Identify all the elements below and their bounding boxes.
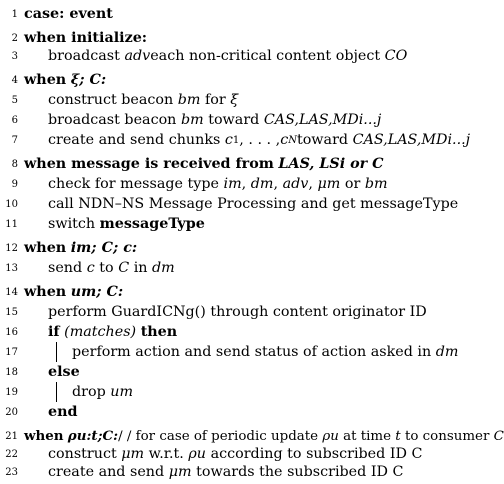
line-text: drop um	[72, 384, 134, 400]
algorithm-line	[0, 238, 490, 258]
algorithm-line	[0, 282, 490, 302]
algorithm-line	[0, 322, 490, 342]
line-number: 16	[5, 326, 18, 338]
algorithm-line	[0, 362, 490, 382]
line-text: perform GuardICNg() through content originator ID	[48, 304, 427, 320]
line-text: when message is received from LAS, LSi or C	[24, 156, 384, 172]
line-text: construct μm w.r.t. ρu according to subscribed ID C	[48, 446, 423, 462]
line-text: broadcast beacon bm toward CAS,LAS,MDi...j	[48, 112, 382, 128]
line-text: case: event	[24, 6, 113, 22]
line-number: 15	[5, 306, 18, 318]
line-text: when ρu:t;C: / / for case of periodic update ρu at time t to consumer C	[24, 428, 504, 444]
line-text: when ξ; C:	[24, 72, 107, 88]
line-text: end	[48, 404, 78, 420]
algorithm-line	[0, 46, 490, 66]
line-text: broadcast adv each non-critical content object CO	[48, 48, 408, 64]
line-text: perform action and send status of action asked in dm	[72, 344, 459, 360]
line-text: send c to C in dm	[48, 260, 175, 276]
line-number: 5	[11, 94, 18, 106]
line-text: when initialize:	[24, 30, 148, 46]
line-number: 7	[11, 134, 18, 146]
algorithm-line	[0, 402, 490, 422]
algorithm-line	[0, 342, 490, 362]
line-text: check for message type im , dm , adv , μm or bm	[48, 176, 388, 192]
algorithm-line	[0, 90, 490, 110]
line-number: 12	[5, 242, 18, 254]
line-number: 4	[11, 74, 18, 86]
line-text: else	[48, 364, 80, 380]
algorithm-line	[0, 130, 490, 150]
line-number: 8	[11, 158, 18, 170]
line-number: 10	[5, 198, 18, 210]
algorithm-line	[0, 462, 490, 482]
line-number: 18	[5, 366, 18, 378]
algorithm-line	[0, 426, 504, 446]
line-number: 3	[11, 50, 18, 62]
algorithm-line	[0, 28, 490, 48]
algorithm-line	[0, 214, 490, 234]
algorithm-line	[0, 110, 490, 130]
line-text: call NDN–NS Message Processing and get messageType	[48, 196, 459, 212]
line-number: 23	[5, 466, 18, 478]
line-number: 20	[5, 406, 18, 418]
algorithm-line	[0, 444, 490, 464]
line-text: construct beacon bm for ξ	[48, 92, 239, 108]
line-text: switch messageType	[48, 216, 205, 232]
line-number: 9	[11, 178, 18, 190]
algorithm-line	[0, 194, 490, 214]
block-bar	[48, 382, 72, 402]
line-number: 21	[5, 430, 18, 442]
line-number: 1	[11, 8, 18, 20]
algorithm-line	[0, 4, 490, 24]
line-number: 11	[5, 218, 18, 230]
block-bar	[48, 342, 72, 362]
line-text: create and send μm towards the subscribed ID C	[48, 464, 404, 480]
algorithm-line	[0, 258, 490, 278]
algorithm-line	[0, 382, 490, 402]
line-number: 6	[11, 114, 18, 126]
line-text: when um; C:	[24, 284, 124, 300]
line-number: 13	[5, 262, 18, 274]
line-number: 22	[5, 448, 18, 460]
line-number: 17	[5, 346, 18, 358]
line-number: 2	[11, 32, 18, 44]
line-text: if (matches) then	[48, 324, 178, 340]
line-number: 19	[5, 386, 18, 398]
algorithm-line	[0, 174, 490, 194]
line-number: 14	[5, 286, 18, 298]
line-text: when im; C; c:	[24, 240, 138, 256]
algorithm-line	[0, 302, 490, 322]
algorithm-line	[0, 70, 490, 90]
algorithm-line	[0, 154, 490, 174]
line-text: create and send chunks c 1 , . . . , c N toward CAS,LAS,MDi...j	[48, 132, 471, 148]
